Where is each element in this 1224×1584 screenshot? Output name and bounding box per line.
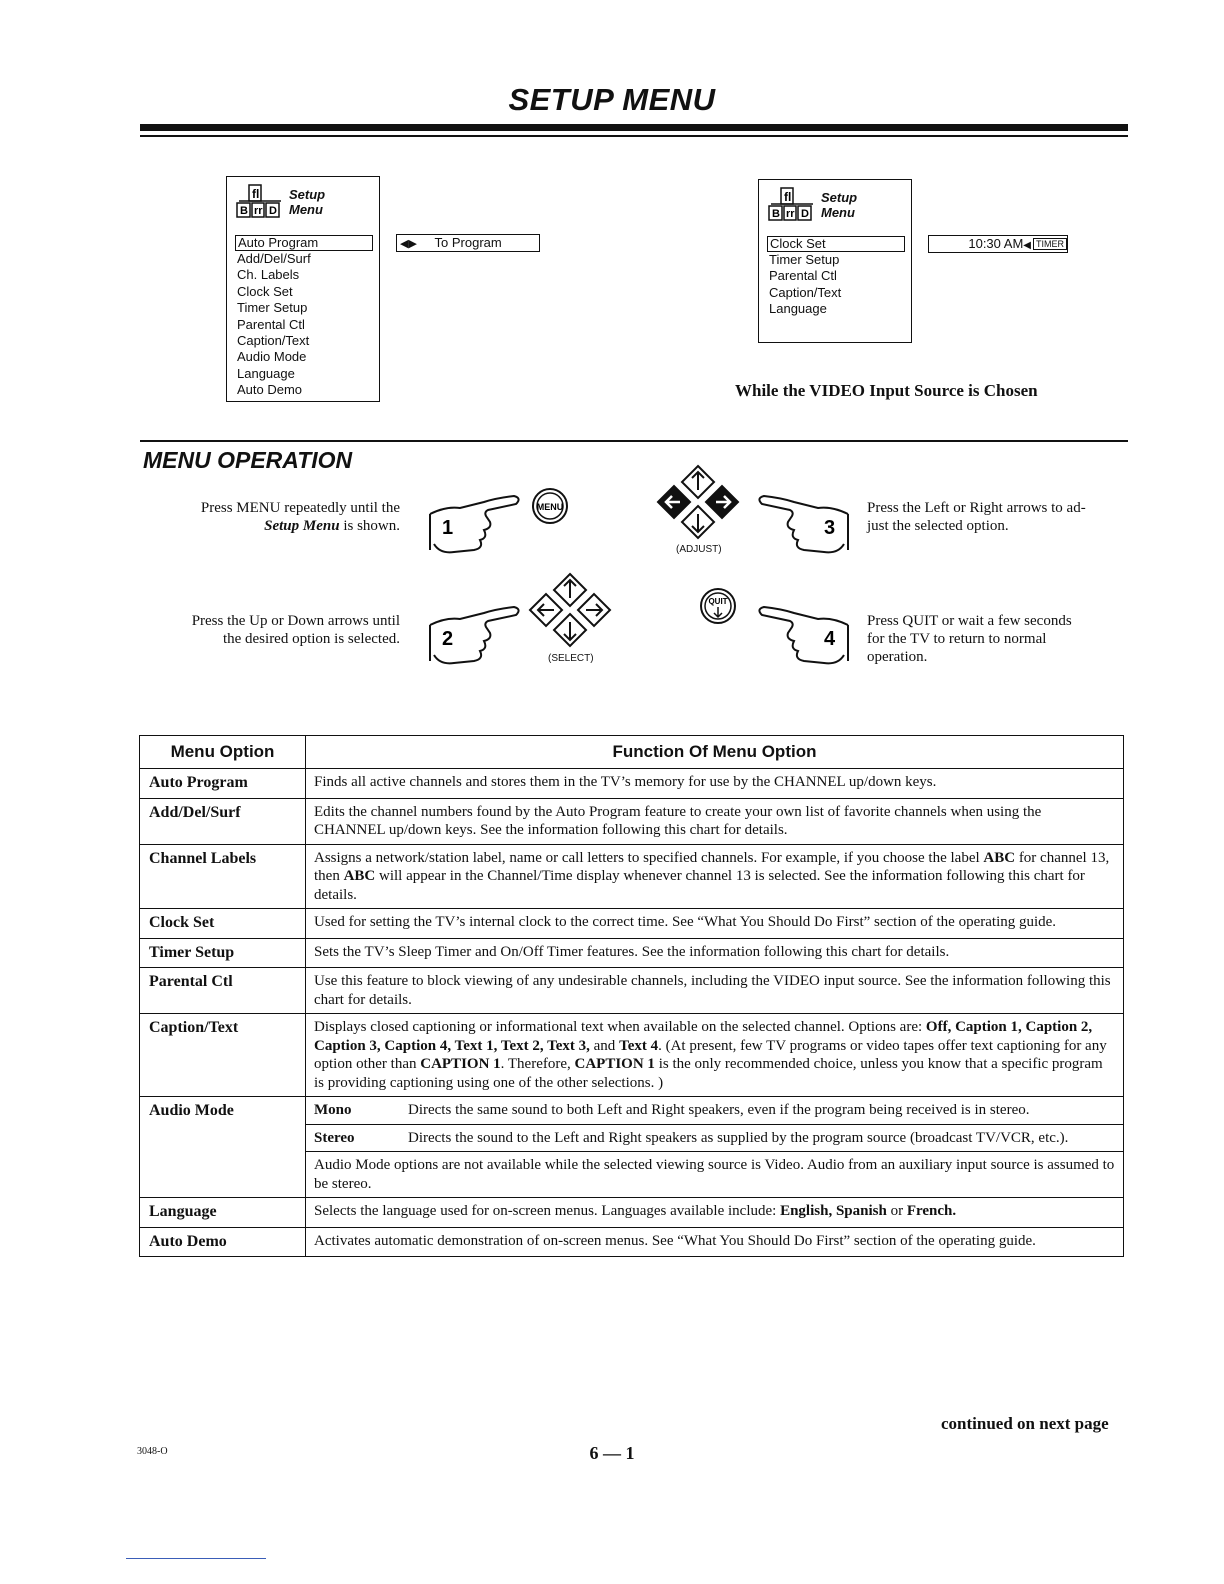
svg-text:rr: rr bbox=[786, 208, 795, 220]
function-timer-setup: Sets the TV’s Sleep Timer and On/Off Timer features. See the information following this chart for details. bbox=[306, 938, 1124, 968]
svg-text:fl: fl bbox=[784, 190, 792, 204]
page-number: 6 — 1 bbox=[589, 1443, 635, 1463]
menu-button-label: MENU bbox=[536, 502, 564, 512]
option-channel-labels: Channel Labels bbox=[140, 844, 306, 909]
bold-term: CAPTION 1 bbox=[574, 1056, 655, 1072]
function-parental-ctl: Use this feature to block viewing of any undesirable channels, including the VIDEO input source. See the information following this chart for details. bbox=[306, 968, 1124, 1014]
option-clock-set: Clock Set bbox=[140, 909, 306, 939]
bold-term: Text 4 bbox=[619, 1037, 659, 1054]
setup-menu-tv bbox=[226, 176, 380, 402]
quit-button-label: QUIT bbox=[708, 597, 728, 606]
quit-button-icon bbox=[698, 586, 738, 626]
text-run: Displays closed captioning or informational text when available on the selected channel. Options are: bbox=[314, 1019, 926, 1035]
adjust-label: (ADJUST) bbox=[676, 544, 722, 555]
audio-mode-mono-key: Mono bbox=[306, 1097, 400, 1124]
step-1-number: 1 bbox=[442, 517, 454, 539]
clock-value-box bbox=[928, 235, 1068, 253]
audio-mode-stereo-row bbox=[306, 1124, 1123, 1152]
menu-item-language[interactable]: Language bbox=[769, 301, 827, 317]
text-run: is the only recommended choice, unless you know that a specific program is providing captioning using one of the other selections. ) bbox=[314, 1056, 1103, 1091]
step-3-line-1: Press the Left or Right arrows to ad- bbox=[867, 500, 1086, 516]
table-row bbox=[140, 1227, 1124, 1257]
audio-mode-stereo-desc: Directs the sound to the Left and Right speakers as supplied by the program source (broadcast TV/VCR, etc.). bbox=[400, 1124, 1123, 1152]
header-menu-option: Menu Option bbox=[140, 736, 306, 769]
step-4-line-2: for the TV to return to normal bbox=[867, 631, 1047, 647]
bold-term: ABC bbox=[983, 849, 1016, 866]
menu-item-parental-ctl[interactable]: Parental Ctl bbox=[769, 268, 837, 284]
header-word-menu: Menu bbox=[821, 205, 855, 220]
pointing-hand-icon bbox=[426, 492, 522, 558]
pointing-hand-icon bbox=[756, 603, 852, 669]
menu-item-caption-text[interactable]: Caption/Text bbox=[237, 332, 310, 348]
header-word-menu: Menu bbox=[289, 202, 323, 217]
function-auto-program: Finds all active channels and stores them in the TV’s memory for use by the CHANNEL up/down keys. bbox=[306, 769, 1124, 799]
function-clock-set: Used for setting the TV’s internal clock to the correct time. See “What You Should Do First” section of the operating guide. bbox=[306, 909, 1124, 939]
function-auto-demo: Activates automatic demonstration of on-screen menus. See “What You Should Do First” section of the operating guide. bbox=[306, 1227, 1124, 1257]
step-3-number: 3 bbox=[824, 517, 836, 539]
step-1-setup-menu-term: Setup Menu bbox=[264, 518, 340, 534]
pointing-hand-icon bbox=[426, 603, 522, 669]
option-auto-demo: Auto Demo bbox=[140, 1227, 306, 1257]
setup-menu-header bbox=[235, 181, 375, 225]
page-title: SETUP MENU bbox=[508, 82, 716, 117]
svg-text:B: B bbox=[240, 205, 248, 217]
menu-item-auto-demo[interactable]: Auto Demo bbox=[237, 382, 303, 398]
menu-operation-rule bbox=[140, 440, 1128, 442]
option-auto-program: Auto Program bbox=[140, 769, 306, 799]
setup-menu-video bbox=[758, 179, 912, 343]
video-source-caption: While the VIDEO Input Source is Chosen bbox=[735, 381, 1038, 400]
menu-item-clock-set[interactable]: Clock Set bbox=[237, 283, 293, 299]
title-rule-thick bbox=[140, 124, 1128, 131]
table-row bbox=[140, 1097, 1124, 1198]
document-code: 3048-O bbox=[137, 1446, 168, 1457]
to-program-label: To Program bbox=[434, 235, 502, 250]
bold-term: English, Spanish bbox=[780, 1203, 887, 1219]
step-4-text bbox=[867, 612, 1072, 666]
menu-options-table bbox=[139, 735, 1124, 1257]
title-rule-thin bbox=[140, 135, 1128, 137]
bold-term: Off, Caption 1, Caption 2, Caption 3, Caption 4, Text 1, Text 2, Text 3, bbox=[314, 1019, 1093, 1054]
menu-logo-icon bbox=[235, 183, 285, 219]
select-arrow-pad-icon bbox=[524, 570, 616, 652]
setup-menu-video-list bbox=[767, 236, 905, 318]
menu-item-clock-set[interactable]: Clock Set bbox=[767, 236, 905, 252]
header-word-setup: Setup bbox=[289, 187, 326, 202]
option-caption-text: Caption/Text bbox=[140, 1014, 306, 1097]
left-right-arrows-icon: ◀▶ bbox=[400, 238, 417, 250]
step-1-text bbox=[150, 499, 400, 535]
menu-item-auto-program[interactable]: Auto Program bbox=[235, 235, 373, 251]
text-run: will appear in the Channel/Time display whenever channel 13 is selected. See the information following this chart for details. bbox=[314, 868, 1085, 903]
pointing-hand-icon bbox=[756, 492, 852, 558]
svg-text:B: B bbox=[772, 208, 780, 220]
audio-mode-subtable bbox=[306, 1097, 1123, 1197]
function-channel-labels bbox=[306, 844, 1124, 909]
left-arrow-icon: ◀ bbox=[1023, 240, 1031, 251]
step-4-number: 4 bbox=[824, 628, 836, 650]
table-row bbox=[140, 769, 1124, 799]
clock-value: 10:30 AM bbox=[968, 236, 1024, 251]
setup-menu-list bbox=[235, 235, 373, 399]
bold-term: CAPTION 1 bbox=[420, 1056, 501, 1072]
audio-mode-mono-desc: Directs the same sound to both Left and Right speakers, even if the program being received is in stereo. bbox=[400, 1097, 1123, 1124]
table-row bbox=[140, 1198, 1124, 1228]
menu-item-caption-text[interactable]: Caption/Text bbox=[769, 284, 842, 300]
option-add-del-surf: Add/Del/Surf bbox=[140, 798, 306, 844]
to-program-box bbox=[396, 234, 540, 252]
bold-term: French. bbox=[906, 1203, 957, 1219]
step-2-text bbox=[150, 612, 400, 648]
setup-menu-video-header-label bbox=[821, 190, 857, 220]
text-run: for channel 13, then bbox=[314, 849, 1110, 884]
audio-mode-stereo-key: Stereo bbox=[306, 1124, 400, 1152]
table-row bbox=[140, 844, 1124, 909]
menu-item-parental-ctl[interactable]: Parental Ctl bbox=[237, 316, 305, 332]
text-run: Assigns a network/station label, name or call letters to specified channels. For example, if you choose the label bbox=[314, 849, 984, 866]
menu-operation-title: MENU OPERATION bbox=[143, 447, 353, 473]
step-1-line-1: Press MENU repeatedly until the bbox=[200, 500, 400, 516]
step-3-line-2: just the selected option. bbox=[867, 518, 1009, 534]
option-language: Language bbox=[140, 1198, 306, 1228]
svg-text:rr: rr bbox=[254, 205, 263, 217]
option-timer-setup: Timer Setup bbox=[140, 938, 306, 968]
table-row bbox=[140, 968, 1124, 1014]
table-row bbox=[140, 909, 1124, 939]
menu-button-icon bbox=[530, 486, 570, 526]
continued-note: continued on next page bbox=[941, 1414, 1109, 1433]
menu-item-audio-mode[interactable]: Audio Mode bbox=[237, 349, 307, 365]
menu-item-add-del-surf[interactable]: Add/Del/Surf bbox=[237, 251, 311, 266]
step-2-line-1: Press the Up or Down arrows until bbox=[191, 613, 400, 629]
select-label: (SELECT) bbox=[548, 653, 594, 664]
text-run: and bbox=[589, 1037, 620, 1054]
audio-mode-mono-row bbox=[306, 1097, 1123, 1124]
step-4-line-1: Press QUIT or wait a few seconds bbox=[867, 613, 1072, 629]
text-run: Selects the language used for on-screen menus. Languages available include: bbox=[314, 1203, 781, 1219]
menu-item-language[interactable]: Language bbox=[237, 365, 295, 381]
text-run: . Therefore, bbox=[500, 1056, 575, 1072]
menu-item-timer-setup[interactable]: Timer Setup bbox=[237, 300, 308, 316]
function-caption-text bbox=[306, 1014, 1124, 1097]
function-add-del-surf: Edits the channel numbers found by the Auto Program feature to create your own list of favorite channels when using the CHANNEL up/down keys. See the information following this chart for details. bbox=[306, 798, 1124, 844]
menu-logo-icon bbox=[767, 186, 817, 222]
table-row bbox=[140, 938, 1124, 968]
step-4-line-3: operation. bbox=[867, 649, 928, 665]
svg-text:D: D bbox=[801, 208, 809, 220]
setup-menu-header-label bbox=[289, 187, 325, 217]
timer-badge: TIMER bbox=[1033, 238, 1067, 250]
svg-text:fl: fl bbox=[252, 187, 260, 201]
step-2-number: 2 bbox=[442, 628, 454, 650]
table-row bbox=[140, 798, 1124, 844]
header-function: Function Of Menu Option bbox=[306, 736, 1124, 769]
step-3-text bbox=[867, 499, 1086, 535]
function-language bbox=[306, 1198, 1124, 1228]
option-audio-mode: Audio Mode bbox=[140, 1097, 306, 1198]
svg-text:D: D bbox=[269, 205, 277, 217]
function-audio-mode bbox=[306, 1097, 1124, 1198]
table-header-row bbox=[140, 736, 1124, 769]
setup-menu-video-header bbox=[767, 184, 907, 228]
bold-term: ABC bbox=[343, 868, 376, 884]
step-1-line-2-rest: is shown. bbox=[339, 518, 400, 534]
menu-item-timer-setup[interactable]: Timer Setup bbox=[769, 252, 840, 267]
adjust-arrow-pad-icon bbox=[652, 462, 744, 544]
text-run: or bbox=[886, 1203, 907, 1219]
header-word-setup: Setup bbox=[821, 190, 858, 205]
menu-item-ch-labels[interactable]: Ch. Labels bbox=[237, 267, 300, 283]
audio-mode-note-row bbox=[306, 1152, 1123, 1198]
audio-mode-note: Audio Mode options are not available while the selected viewing source is Video. Audio from an auxiliary input source is assumed to be stereo. bbox=[314, 1157, 1115, 1192]
step-2-line-2: the desired option is selected. bbox=[222, 631, 400, 647]
text-run: . (At present, few TV programs or video tapes offer text captioning for any option other than bbox=[314, 1037, 1107, 1072]
option-parental-ctl: Parental Ctl bbox=[140, 968, 306, 1014]
footer-link-line bbox=[126, 1558, 266, 1559]
step-1-line-2 bbox=[150, 517, 400, 535]
table-row bbox=[140, 1014, 1124, 1097]
